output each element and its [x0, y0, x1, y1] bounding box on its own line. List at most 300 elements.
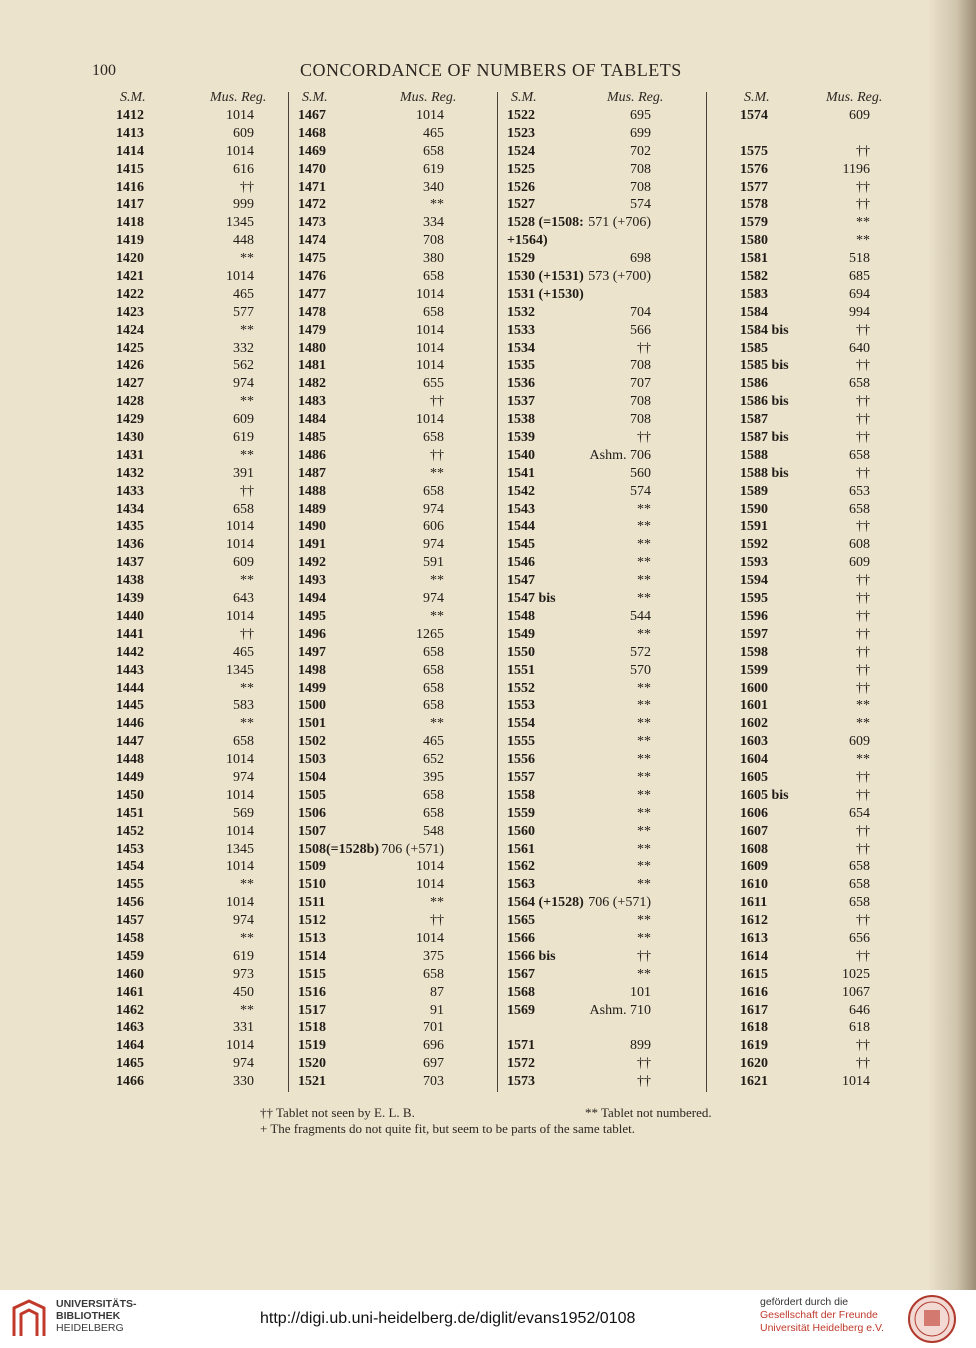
sm-number: 1463 — [116, 1020, 144, 1036]
mus-reg-number: 91 — [430, 1002, 444, 1018]
table-row — [296, 233, 496, 251]
society-name-line2: Universität Heidelberg e.V. — [760, 1322, 884, 1334]
sm-number: 1498 — [298, 662, 326, 678]
table-row — [736, 734, 886, 752]
table-row — [108, 448, 278, 466]
table-row — [505, 323, 705, 341]
mus-reg-number: ** — [240, 716, 254, 732]
mus-reg-number: 450 — [233, 984, 254, 1000]
library-name-line3: HEIDELBERG — [56, 1322, 124, 1334]
sm-number: 1620 — [740, 1056, 768, 1072]
sm-number: 1449 — [116, 769, 144, 785]
mus-reg-number: 1014 — [416, 877, 444, 893]
university-seal-icon — [900, 1294, 964, 1344]
sm-number: 1617 — [740, 1002, 768, 1018]
table-row — [736, 1020, 886, 1038]
mus-reg-number: †† — [856, 591, 870, 607]
mus-reg-number: 608 — [849, 537, 870, 553]
sm-number: 1547 — [507, 573, 535, 589]
mus-reg-number: †† — [430, 394, 444, 410]
sm-number: 1571 — [507, 1038, 535, 1054]
table-row — [296, 734, 496, 752]
table-row — [505, 162, 705, 180]
table-row — [296, 824, 496, 842]
mus-reg-number: 465 — [423, 125, 444, 141]
table-row — [505, 663, 705, 681]
table-row — [296, 788, 496, 806]
mus-reg-number: ** — [430, 573, 444, 589]
mus-reg-number: †† — [637, 340, 651, 356]
sm-number: 1460 — [116, 966, 144, 982]
concordance-column-3 — [505, 90, 705, 1092]
table-row — [108, 716, 278, 734]
mus-reg-number: ** — [637, 966, 651, 982]
mus-reg-number: 609 — [849, 108, 870, 123]
sm-number: 1456 — [116, 895, 144, 911]
table-row — [108, 895, 278, 913]
sm-number: 1563 — [507, 877, 535, 893]
page-header — [0, 60, 976, 84]
mus-reg-number: ** — [240, 394, 254, 410]
mus-reg-number: 618 — [849, 1020, 870, 1036]
sm-number: 1535 — [507, 358, 535, 374]
table-row — [505, 448, 705, 466]
mus-reg-number: 1014 — [416, 412, 444, 428]
sm-number: 1475 — [298, 251, 326, 267]
mus-reg-number: ** — [637, 501, 651, 517]
mus-reg-number: 1014 — [226, 1038, 254, 1054]
mus-reg-number: 1196 — [842, 161, 870, 177]
sm-number: 1576 — [740, 161, 768, 177]
sm-number: 1500 — [298, 698, 326, 714]
funding-credit — [760, 1296, 884, 1335]
column-divider — [497, 92, 498, 1092]
table-row — [736, 233, 886, 251]
table-row — [736, 180, 886, 198]
sm-number: 1537 — [507, 394, 535, 410]
mus-reg-number: 1014 — [416, 108, 444, 123]
table-row — [108, 609, 278, 627]
sm-number: 1442 — [116, 644, 144, 660]
sm-number: 1581 — [740, 251, 768, 267]
sm-number: 1562 — [507, 859, 535, 875]
mus-reg-number: 658 — [423, 662, 444, 678]
sm-number: 1594 — [740, 573, 768, 589]
mus-reg-number: 699 — [630, 125, 651, 141]
mus-reg-number: †† — [856, 519, 870, 535]
sm-number: 1413 — [116, 125, 144, 141]
sm-number: 1615 — [740, 966, 768, 982]
sm-number: 1471 — [298, 179, 326, 195]
table-row — [505, 967, 705, 985]
sm-number: 1492 — [298, 555, 326, 571]
table-row — [505, 269, 705, 287]
mus-reg-number: 1014 — [416, 286, 444, 302]
sm-number: 1431 — [116, 447, 144, 463]
sm-number: 1530 (+1531) — [507, 269, 584, 285]
mus-reg-number: 1014 — [226, 519, 254, 535]
table-row — [296, 627, 496, 645]
table-row — [296, 1020, 496, 1038]
mus-reg-number: 703 — [423, 1074, 444, 1090]
table-row — [296, 609, 496, 627]
mus-reg-number: †† — [240, 483, 254, 499]
table-row — [108, 734, 278, 752]
table-row — [296, 698, 496, 716]
sm-number: 1621 — [740, 1074, 768, 1090]
table-row — [108, 806, 278, 824]
mus-reg-number: 658 — [423, 966, 444, 982]
mus-reg-number: †† — [856, 662, 870, 678]
table-row — [505, 645, 705, 663]
table-row — [736, 1056, 886, 1074]
table-row — [505, 305, 705, 323]
mus-reg-number: ** — [430, 895, 444, 911]
mus-reg-number: ** — [240, 251, 254, 267]
sm-number: 1422 — [116, 286, 144, 302]
table-row — [296, 126, 496, 144]
mus-reg-number: ** — [240, 322, 254, 338]
table-row — [505, 197, 705, 215]
mus-reg-number: 974 — [423, 591, 444, 607]
mus-reg-number: 1014 — [416, 322, 444, 338]
table-row — [505, 859, 705, 877]
sm-number: 1507 — [298, 823, 326, 839]
table-row — [736, 341, 886, 359]
table-row — [736, 609, 886, 627]
sm-number: 1450 — [116, 787, 144, 803]
sm-number: 1585 — [740, 340, 768, 356]
sm-number: 1559 — [507, 805, 535, 821]
sm-number: 1619 — [740, 1038, 768, 1054]
sm-number: 1437 — [116, 555, 144, 571]
sm-number: 1592 — [740, 537, 768, 553]
page-number: 100 — [92, 62, 116, 79]
mus-reg-number: 974 — [423, 537, 444, 553]
column-divider — [288, 92, 289, 1092]
sm-number: 1435 — [116, 519, 144, 535]
table-row — [296, 949, 496, 967]
table-row — [505, 108, 705, 126]
mus-reg-number: 571 (+706) — [588, 215, 651, 231]
mus-reg-number: 658 — [423, 787, 444, 803]
table-row — [505, 126, 705, 144]
sm-number: 1430 — [116, 430, 144, 446]
mus-reg-number: ** — [637, 752, 651, 768]
sm-number: 1591 — [740, 519, 768, 535]
mus-reg-number: 573 (+700) — [588, 269, 651, 285]
table-row — [296, 341, 496, 359]
table-row — [736, 663, 886, 681]
mus-reg-number: ** — [240, 1002, 254, 1018]
mus-reg-number: 616 — [233, 161, 254, 177]
table-row — [108, 877, 278, 895]
table-row — [505, 537, 705, 555]
library-name — [56, 1298, 137, 1334]
table-row — [736, 645, 886, 663]
mus-reg-number: †† — [637, 948, 651, 964]
mus-reg-header: Mus. Reg. — [210, 90, 267, 105]
table-row — [108, 502, 278, 520]
sm-number: 1503 — [298, 752, 326, 768]
sm-number: 1529 — [507, 251, 535, 267]
table-row — [736, 788, 886, 806]
table-row — [736, 555, 886, 573]
sm-number: 1477 — [298, 286, 326, 302]
concordance-column-4 — [736, 90, 886, 1092]
table-row — [108, 376, 278, 394]
sm-number: 1518 — [298, 1020, 326, 1036]
table-row — [736, 394, 886, 412]
mus-reg-number: †† — [637, 1056, 651, 1072]
mus-reg-number: ** — [637, 805, 651, 821]
table-row — [108, 824, 278, 842]
table-row — [736, 1038, 886, 1056]
table-row — [108, 698, 278, 716]
sm-number: 1609 — [740, 859, 768, 875]
table-row — [108, 859, 278, 877]
table-row — [736, 591, 886, 609]
sm-header: S.M. — [744, 90, 770, 105]
table-row — [296, 484, 496, 502]
sm-number: 1423 — [116, 304, 144, 320]
table-row — [108, 967, 278, 985]
mus-reg-number: 658 — [423, 430, 444, 446]
mus-reg-number: 544 — [630, 608, 651, 624]
table-row — [108, 323, 278, 341]
sm-number: 1587 — [740, 412, 768, 428]
table-row — [296, 877, 496, 895]
table-row — [505, 895, 705, 913]
mus-reg-number: †† — [856, 430, 870, 446]
page-title: CONCORDANCE OF NUMBERS OF TABLETS — [300, 60, 682, 80]
mus-reg-number: ** — [856, 752, 870, 768]
column-header — [296, 90, 496, 108]
mus-reg-number: 694 — [849, 286, 870, 302]
mus-reg-number: 1014 — [226, 859, 254, 875]
mus-reg-number: ** — [637, 716, 651, 732]
sm-number: 1469 — [298, 143, 326, 159]
mus-reg-number: 999 — [233, 197, 254, 213]
table-row — [505, 251, 705, 269]
sm-number: 1454 — [116, 859, 144, 875]
table-row — [505, 806, 705, 824]
mus-reg-number: 340 — [423, 179, 444, 195]
sm-number: 1502 — [298, 734, 326, 750]
mus-reg-number: 974 — [233, 769, 254, 785]
table-row — [108, 1020, 278, 1038]
mus-reg-number: 391 — [233, 465, 254, 481]
mus-reg-number: 1067 — [842, 984, 870, 1000]
mus-reg-number: 658 — [849, 501, 870, 517]
mus-reg-number: ** — [637, 930, 651, 946]
sm-number: 1552 — [507, 680, 535, 696]
table-row — [296, 716, 496, 734]
sm-number: 1489 — [298, 501, 326, 517]
sm-number: 1421 — [116, 269, 144, 285]
table-row — [505, 824, 705, 842]
mus-reg-number: 101 — [630, 984, 651, 1000]
table-row — [736, 376, 886, 394]
sm-number: 1505 — [298, 787, 326, 803]
mus-reg-number: †† — [856, 823, 870, 839]
table-row — [296, 144, 496, 162]
mus-reg-number: ** — [637, 698, 651, 714]
mus-reg-number: 658 — [423, 269, 444, 285]
sm-number: 1566 bis — [507, 948, 556, 964]
mus-reg-number: ** — [430, 608, 444, 624]
table-row — [108, 305, 278, 323]
mus-reg-number: ** — [637, 877, 651, 893]
mus-reg-number: †† — [240, 626, 254, 642]
mus-reg-number: 701 — [423, 1020, 444, 1036]
table-row — [108, 466, 278, 484]
sm-number: 1451 — [116, 805, 144, 821]
sm-number: 1418 — [116, 215, 144, 231]
table-row — [296, 555, 496, 573]
sm-number: 1574 — [740, 108, 768, 123]
mus-reg-header: Mus. Reg. — [400, 90, 457, 105]
sm-number: 1540 — [507, 447, 535, 463]
sm-number: 1424 — [116, 322, 144, 338]
sm-number: 1440 — [116, 608, 144, 624]
table-row — [296, 859, 496, 877]
sm-number: 1568 — [507, 984, 535, 1000]
table-row — [736, 573, 886, 591]
sm-number: 1586 bis — [740, 394, 789, 410]
table-row — [296, 287, 496, 305]
mus-reg-number: 1345 — [226, 215, 254, 231]
mus-reg-number: 1265 — [416, 626, 444, 642]
sm-number: 1425 — [116, 340, 144, 356]
table-row — [505, 1056, 705, 1074]
sm-number: 1567 — [507, 966, 535, 982]
sm-number: 1593 — [740, 555, 768, 571]
sm-number: 1577 — [740, 179, 768, 195]
concordance-column-1 — [108, 90, 278, 1092]
table-row — [736, 251, 886, 269]
mus-reg-number: 465 — [233, 644, 254, 660]
mus-reg-number: 685 — [849, 269, 870, 285]
sm-number: 1436 — [116, 537, 144, 553]
mus-reg-number: ** — [637, 859, 651, 875]
sm-number: 1550 — [507, 644, 535, 660]
sm-number: 1603 — [740, 734, 768, 750]
table-row — [736, 967, 886, 985]
table-row — [736, 985, 886, 1003]
sm-number: 1515 — [298, 966, 326, 982]
sm-number: 1472 — [298, 197, 326, 213]
sm-number: 1549 — [507, 626, 535, 642]
table-row — [296, 1038, 496, 1056]
mus-reg-number: ** — [637, 734, 651, 750]
table-row — [736, 752, 886, 770]
table-row — [736, 448, 886, 466]
mus-reg-number: †† — [856, 644, 870, 660]
society-name-line1: Gesellschaft der Freunde — [760, 1309, 878, 1321]
mus-reg-number: 1014 — [226, 537, 254, 553]
table-row — [296, 573, 496, 591]
mus-reg-number: †† — [856, 322, 870, 338]
column-header — [505, 90, 705, 108]
mus-reg-number: †† — [430, 447, 444, 463]
mus-reg-number: 658 — [849, 859, 870, 875]
sm-number: 1482 — [298, 376, 326, 392]
sm-number: 1501 — [298, 716, 326, 732]
table-row — [296, 305, 496, 323]
table-row — [505, 698, 705, 716]
table-row — [505, 233, 705, 251]
sm-number: 1588 bis — [740, 465, 789, 481]
mus-reg-number: 707 — [630, 376, 651, 392]
sm-number: 1466 — [116, 1074, 144, 1090]
table-row — [296, 895, 496, 913]
table-row — [296, 931, 496, 949]
table-row — [505, 519, 705, 537]
mus-reg-number: †† — [856, 841, 870, 857]
table-row — [296, 197, 496, 215]
sm-number: 1497 — [298, 644, 326, 660]
sm-number: 1467 — [298, 108, 326, 123]
sm-number: 1555 — [507, 734, 535, 750]
sm-number: 1525 — [507, 161, 535, 177]
mus-reg-number: ** — [637, 555, 651, 571]
sm-number: 1457 — [116, 913, 144, 929]
sm-number: 1444 — [116, 680, 144, 696]
table-row — [296, 519, 496, 537]
mus-reg-number: 583 — [233, 698, 254, 714]
table-row — [736, 824, 886, 842]
mus-reg-number: 465 — [423, 734, 444, 750]
table-row — [505, 502, 705, 520]
mus-reg-number: 619 — [423, 161, 444, 177]
mus-reg-number: ** — [856, 698, 870, 714]
sm-number: 1480 — [298, 340, 326, 356]
table-row — [505, 752, 705, 770]
table-row — [108, 233, 278, 251]
table-row — [736, 323, 886, 341]
sm-number: 1470 — [298, 161, 326, 177]
table-row — [505, 627, 705, 645]
table-row — [736, 287, 886, 305]
mus-reg-number: 609 — [233, 125, 254, 141]
table-row — [296, 913, 496, 931]
sm-number: 1434 — [116, 501, 144, 517]
table-row — [736, 681, 886, 699]
sm-number: 1532 — [507, 304, 535, 320]
source-url-link[interactable]: http://digi.ub.uni-heidelberg.de/diglit/evans1952/0108 — [260, 1310, 636, 1327]
mus-reg-number: 1014 — [842, 1074, 870, 1090]
table-row — [296, 842, 496, 860]
mus-reg-number: 518 — [849, 251, 870, 267]
mus-reg-number: 1014 — [416, 930, 444, 946]
sm-number: 1432 — [116, 465, 144, 481]
table-row — [736, 144, 886, 162]
mus-reg-number: ** — [240, 447, 254, 463]
mus-reg-number: 658 — [233, 734, 254, 750]
mus-reg-number: 654 — [849, 805, 870, 821]
table-row — [108, 770, 278, 788]
mus-reg-number: 658 — [423, 644, 444, 660]
mus-reg-number: 658 — [423, 680, 444, 696]
sm-number: 1539 — [507, 430, 535, 446]
sm-number: 1519 — [298, 1038, 326, 1054]
table-row — [108, 251, 278, 269]
mus-reg-number: ** — [637, 537, 651, 553]
mus-reg-number: 658 — [849, 877, 870, 893]
mus-reg-number: 658 — [849, 895, 870, 911]
table-row — [108, 394, 278, 412]
